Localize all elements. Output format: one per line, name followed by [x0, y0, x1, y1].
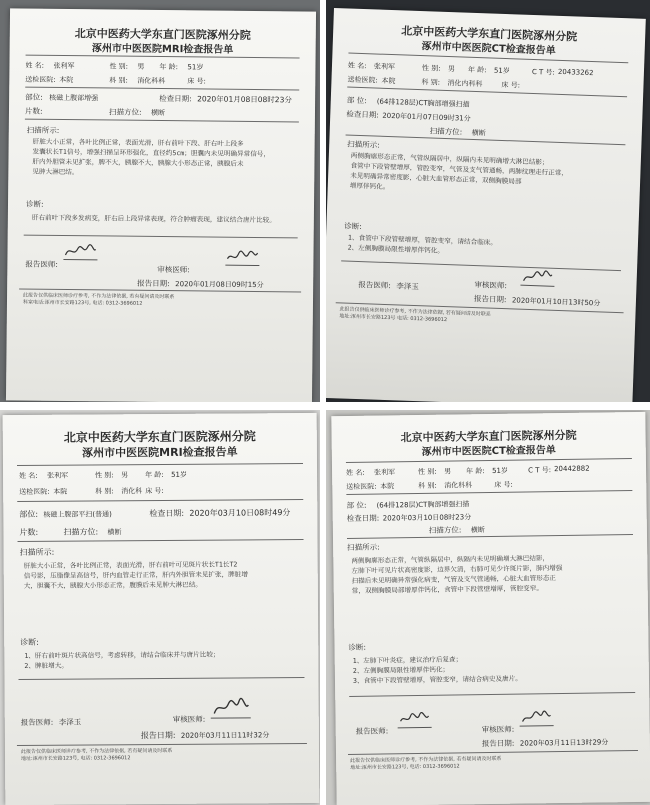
- age-label: 年 龄:: [466, 467, 485, 476]
- sex-label: 性 别:: [421, 64, 441, 73]
- part-label: 部 位:: [346, 500, 367, 511]
- section: 消化科: [121, 487, 143, 496]
- report-sheet: [3, 413, 320, 805]
- reviewer-signature: [520, 269, 555, 287]
- diagnosis-label: 诊断:: [20, 637, 39, 647]
- report-date-label: 报告日期:: [473, 294, 507, 305]
- diagnosis-label: 诊断:: [348, 642, 367, 652]
- diagnosis-text: 1、左肺下叶炎症，建议治疗后复查； 2、左侧胸膜局限性增厚伴钙化； 3、食管中下段管壁增厚，管腔变窄，请结合病史及唐片。: [352, 655, 522, 685]
- part: (64排128层)CT胸部增强扫描: [376, 500, 470, 510]
- section-label: 科 别:: [95, 487, 114, 496]
- photo-panel-1: [0, 0, 320, 402]
- part-label: 部 位:: [346, 95, 367, 106]
- report-date: 2020年01月10日13时50分: [511, 296, 601, 308]
- doctor-label: 报告医师:: [20, 717, 54, 727]
- dept-label: 送检医院:: [19, 487, 50, 496]
- reviewer-signature: [211, 697, 251, 718]
- sex-label: 性 别:: [418, 467, 437, 477]
- scan-label: 扫描方位:: [108, 107, 142, 117]
- review-label: 审核医师:: [474, 280, 508, 291]
- findings-text: 肝脏大小正常，各叶比例正常，表面光滑，肝右前叶可见斑片状长T1长T2 信号影，压脂像呈高信号，肝内血管走行正常，肝内外胆管未见扩张，脾脏增 大，胆囊不大，胰腺大小形态正常，腹膜后未见肿大淋巴结。: [23, 560, 248, 590]
- doctor-name: 李泽玉: [58, 717, 82, 727]
- scan-direction: 横断: [150, 108, 166, 118]
- reviewer-signature: [519, 709, 553, 726]
- review-label: 审核医师:: [481, 724, 515, 735]
- report-title: 涿州市中医医院MRI检查报告单: [91, 43, 234, 56]
- dept: 本院: [53, 487, 68, 496]
- report-title: 涿州市中医医院CT检查报告单: [421, 445, 556, 458]
- dept-label: 送检医院:: [346, 482, 377, 492]
- bed-label: 床 号:: [187, 77, 206, 86]
- report-footer: 此报告仅供临床医师诊疗参考, 不作为法律依据, 若有疑问请及时联系 地址:涿州市长安路123号, 电话: 0312-3696012: [20, 747, 173, 762]
- sex-label: 性 别:: [95, 471, 114, 480]
- bed-label: 床 号:: [501, 80, 521, 90]
- patient-sex: 男: [121, 471, 129, 480]
- report-date-label: 报告日期:: [140, 730, 176, 741]
- date-label: 检查日期:: [159, 93, 192, 104]
- exam-date: 2020年03月10日08时49分: [189, 508, 291, 518]
- name-label: 姓 名:: [25, 61, 45, 70]
- doctor-signature: [397, 711, 431, 728]
- scan-label: 扫描方位:: [63, 527, 99, 537]
- report-sheet: [331, 412, 650, 805]
- report-sheet: [326, 8, 646, 402]
- exam-date: 2020年03月10日08时23分: [382, 513, 472, 523]
- patient-age: 51岁: [171, 470, 188, 479]
- findings-label: 扫描所示:: [347, 139, 380, 150]
- patient-name: 张利军: [374, 468, 396, 477]
- doctor-label: 报告医师:: [355, 726, 389, 736]
- findings-text: 两侧胸廓形态正常，气管纵隔居中，纵隔内未见明确增大淋巴结影， 左肺下叶可见片状高密度影，边界欠清，右肺可见少许斑片影，肺内增强 扫描后未见明确异常强化病变，气管及支气管通畅，心脏大血管形态正 常，双侧胸膜局部增厚伴钙化，食管中下段管壁增厚，管腔变窄。: [351, 554, 563, 595]
- dept-label: 送检医院:: [347, 75, 378, 85]
- film-label: 片数:: [19, 527, 39, 537]
- ct-number-label: C T 号:: [528, 466, 552, 475]
- scan-direction: 横断: [471, 128, 486, 138]
- diagnosis-text: 肝右前叶下段多发病变，肝右后上段异常表现，符合肿瘤表现，建议结合唐片比较。: [31, 213, 276, 225]
- reviewer-signature: [225, 249, 259, 266]
- part: 核磁上腹部增强: [49, 93, 99, 103]
- dept: 本院: [59, 75, 74, 85]
- report-title: 涿州市中医医院CT检查报告单: [421, 41, 556, 57]
- findings-text: 肝脏大小正常，各叶比例正常，表面光滑，肝右前叶下段、肝右叶上段多 发囊状长T1信号，增强扫描呈环形强化，直径约5cm；胆囊内未见明确异常信号， 肝内外胆管未见扩张，脾不大，胰腺不大，胰腺大小形态正常，胰腺后未 见肿大淋巴结。: [32, 137, 271, 177]
- exam-date: 2020年01月07日09时31分: [382, 111, 471, 123]
- patient-sex: 男: [137, 62, 145, 71]
- section-label: 科 别:: [109, 76, 128, 85]
- doctor-label: 报告医师:: [358, 280, 392, 291]
- film-label: 片数:: [24, 106, 43, 116]
- findings-label: 扫描所示:: [19, 547, 55, 557]
- diagnosis-text: 1、肝右前叶斑片状高信号，考虑转移，请结合临床并与唐片比较； 2、脾脏增大。: [24, 650, 220, 670]
- scan-label: 扫描方位:: [429, 126, 463, 137]
- scan-direction: 横断: [470, 526, 485, 535]
- report-date: 2020年01月08日09时15分: [175, 280, 264, 290]
- doctor-label: 报告医师:: [25, 259, 58, 269]
- findings-label: 扫描所示:: [347, 542, 380, 553]
- name-label: 姓 名:: [19, 471, 38, 480]
- age-label: 年 龄:: [145, 470, 164, 480]
- dept: 本院: [381, 76, 396, 86]
- ct-number: 20442882: [553, 464, 590, 474]
- photo-panel-2: [326, 0, 650, 402]
- review-label: 审核医师:: [172, 714, 206, 724]
- diagnosis-label: 诊断:: [25, 199, 44, 209]
- name-label: 姓 名:: [347, 61, 367, 71]
- sex-label: 性 别:: [109, 62, 129, 71]
- photo-panel-3: [0, 410, 320, 805]
- patient-name: 张利军: [53, 61, 75, 71]
- patient-age: 51岁: [492, 466, 509, 475]
- scan-label: 扫描方位:: [428, 525, 462, 535]
- name-label: 姓 名:: [346, 468, 365, 478]
- report-date: 2020年03月11日13时29分: [519, 738, 609, 748]
- date-label: 检查日期:: [346, 513, 380, 524]
- exam-date: 2020年01月08日08时23分: [197, 94, 292, 105]
- hospital-name: 北京中医药大学东直门医院涿州分院: [400, 428, 577, 445]
- report-footer: 此报告仅供临床医师诊疗参考, 不作为法律依据, 若有疑问请及时联系 地址:涿州市长安路123号 电话: 0312-3696012: [339, 306, 491, 324]
- part-label: 部位:: [25, 92, 43, 102]
- doctor-signature: [63, 243, 97, 260]
- age-label: 年 龄:: [159, 62, 179, 72]
- patient-age: 51岁: [493, 66, 510, 76]
- hospital-name: 北京中医药大学东直门医院涿州分院: [74, 27, 251, 42]
- report-footer: 此报告仅供临床医师诊疗参考, 不作为法律依据, 若有疑问请及时联系 科室电话:涿州市长安路123号, 电话: 0312-3696012: [22, 292, 175, 307]
- report-footer: 此报告仅供临床医师诊疗参考, 不作为法律依据, 若有疑问请及时联系 地址:涿州市长安路123号, 电话: 0312-3696012: [350, 755, 502, 771]
- findings-text: 两侧胸廓形态正常，气管纵隔居中，纵隔内未见明确增大淋巴结影； 食管中下段管壁增厚，管腔变窄，气管及支气管通畅，两肺纹理走行正常， 未见明确异常密度影，心脏大血管形态正常，双侧胸膜局部 增厚伴钙化。: [349, 151, 569, 192]
- hospital-name: 北京中医药大学东直门医院涿州分院: [401, 24, 578, 44]
- report-date-label: 报告日期:: [481, 738, 515, 749]
- part: 核磁上腹部平扫(普通): [43, 510, 112, 519]
- date-label: 检查日期:: [346, 109, 379, 120]
- ct-number: 20433262: [557, 67, 594, 78]
- section: 消化科科: [137, 76, 166, 86]
- bed-label: 床 号:: [494, 480, 513, 489]
- diagnosis-text: 1、食管中下段管壁增厚，管腔变窄，请结合临床。 2、左侧胸膜局限性增厚伴钙化。: [347, 233, 498, 255]
- section: 消化科科: [444, 481, 473, 490]
- section: 消化内科科: [447, 79, 483, 89]
- report-sheet: [6, 8, 316, 402]
- hospital-name: 北京中医药大学东直门医院涿州分院: [63, 429, 256, 445]
- review-label: 审核医师:: [157, 264, 190, 275]
- bed-label: 床 号:: [145, 486, 164, 496]
- section-label: 科 别:: [421, 78, 441, 87]
- report-title: 涿州市中医医院MRI检查报告单: [82, 445, 238, 460]
- ct-number-label: C T 号:: [531, 67, 555, 77]
- patient-name: 张利军: [47, 471, 69, 480]
- findings-label: 扫描所示:: [26, 125, 60, 135]
- patient-name: 张利军: [373, 62, 396, 72]
- age-label: 年 龄:: [467, 65, 487, 75]
- patient-age: 51岁: [187, 63, 204, 72]
- report-date-label: 报告日期:: [137, 278, 170, 289]
- section-label: 科 别:: [418, 481, 437, 491]
- scan-direction: 横断: [107, 528, 122, 537]
- doctor-name: 李泽玉: [396, 281, 419, 292]
- photo-panel-4: [326, 410, 650, 805]
- dept-label: 送检医院:: [25, 75, 56, 84]
- part: (64排128层)CT胸部增强扫描: [376, 97, 470, 109]
- patient-sex: 男: [444, 467, 452, 476]
- patient-sex: 男: [447, 65, 456, 74]
- date-label: 检查日期:: [149, 508, 185, 519]
- diagnosis-label: 诊断:: [344, 221, 363, 232]
- part-label: 部位:: [19, 509, 39, 519]
- dept: 本院: [380, 482, 395, 491]
- report-date: 2020年03月11日11时32分: [180, 731, 270, 740]
